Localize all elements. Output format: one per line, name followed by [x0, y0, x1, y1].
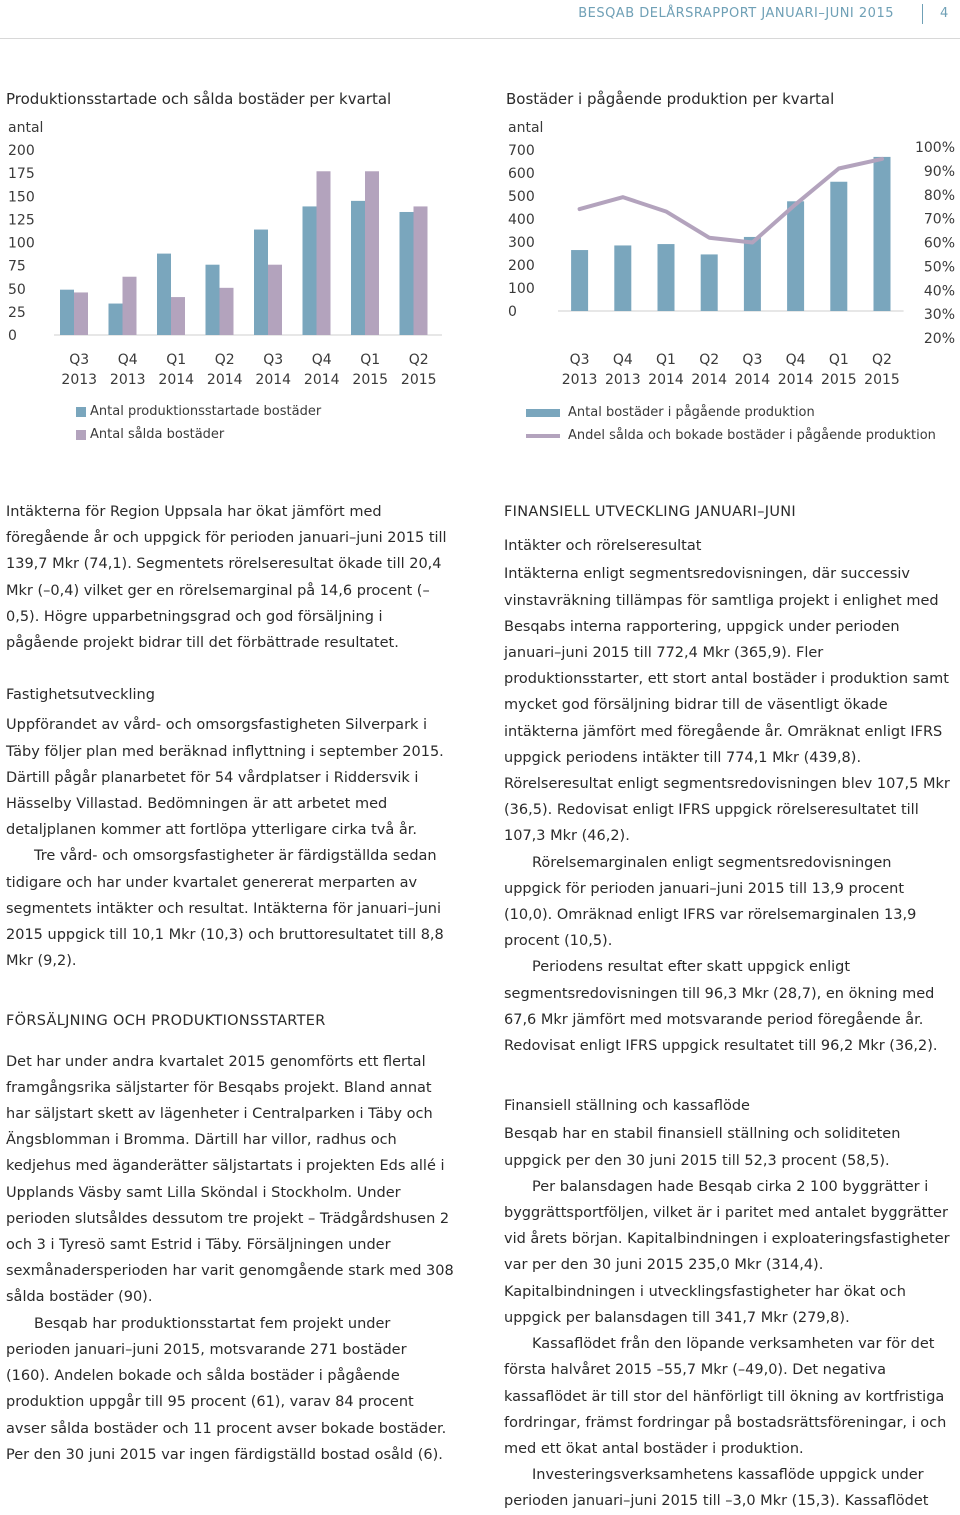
- chart1-ytick-label: 175: [8, 166, 35, 183]
- legend-label-sold: Antal sålda bostäder: [90, 427, 225, 442]
- legend-swatch-started: [76, 407, 86, 417]
- chart2-bar-production: [701, 254, 718, 311]
- fastighet-paragraph-1: Uppförandet av vård- och omsorgsfastigheten Silverpark i Täby följer plan med beräknad inflyttning i september 2015. Därtill pågår planarbetet för 54 vårdplatser i Riddersvik i Hässelby Villastad. Bedömningen är att arbetet med detaljplanen kommer att fortlöpa ytterligare cirka två år.: [6, 717, 444, 839]
- stallning-paragraph-1: Besqab har en stabil finansiell ställning och soliditeten uppgick per den 30 juni 2015 till 52,3 procent (58,5).: [504, 1126, 901, 1169]
- chart2-bar-production: [744, 237, 761, 311]
- forsaljning-heading: FÖRSÄLJNING OCH PRODUKTIONSSTARTER: [6, 1013, 326, 1030]
- chart2-y2tick-label: 40%: [923, 283, 955, 300]
- chart2-ytick-label: 200: [508, 258, 535, 274]
- chart1-ytick-label: 25: [8, 304, 26, 321]
- chart2-xtick-quarter: Q2: [872, 352, 892, 368]
- chart2-xtick-year: 2014: [734, 372, 771, 388]
- chart1-ytick-label: 100: [8, 235, 35, 252]
- chart2-y2tick-label: 70%: [923, 211, 955, 228]
- chart1-svg: [0, 112, 450, 394]
- chart1-xtick-year: 2015: [352, 372, 389, 388]
- chart1-bar-started: [303, 206, 317, 335]
- forsaljning-paragraph-1: Det har under andra kvartalet 2015 genomförts ett flertal framgångsrika säljstarter för Besqabs projekt. Bland annat har säljstart skett av lägenheter i Centralparken i Täby och Ängsblomman i Bromma. Därtill har villor, radhus och kedjehus med äganderätter säljstartats i projekten Eds allé i Upplands Väsby samt Lilla Sköndal i Stockholm. Under perioden slutsåldes dessutom tre projekt – Trädgårdshusen 2 och 3 i Tyresö samt Estrid i Täby. Försäljningen under sexmånadersperioden har varit genomgående stark med 308 sålda bostäder (90).: [6, 1053, 454, 1306]
- chart1-xtick-quarter: Q2: [408, 352, 429, 368]
- finansiell-utveckling-heading: FINANSIELL UTVECKLING JANUARI–JUNI: [504, 504, 797, 520]
- chart2-ytick-label: 700: [508, 143, 535, 159]
- chart1-xtick-year: 2015: [400, 372, 437, 388]
- chart1-area: [0, 112, 450, 394]
- chart1-bar-sold: [220, 288, 234, 335]
- chart1-xtick-quarter: Q2: [214, 352, 235, 368]
- chart2-y2tick-label: 20%: [923, 331, 955, 347]
- chart1-legend-item-2: [76, 427, 224, 442]
- chart2-xtick-year: 2014: [648, 372, 684, 388]
- intakter-paragraph-1: Intäkterna enligt segmentsredovisningen, där successiv vinstavräkning tillämpas för samtliga projekt i enlighet med Besqabs interna rapportering, uppgick under perioden januari–juni 2015 till 772,4 Mkr (365,9). Fler produktionsstarter, ett stort antal bostäder i produktion samt mycket god försäljning bidrar till de väsentligt ökade intäkterna jämfört med föregående år. Omräknat enligt IFRS uppgick periodens intäkter till 774,1 Mkr (439,8). Rörelseresultat enligt segmentsredovisningen blev 107,5 Mkr (36,5). Redovisat enligt IFRS uppgick rörelseresultatet till 107,3 Mkr (46,2).: [504, 566, 950, 845]
- chart2-legend-item-2: [526, 428, 936, 443]
- chart1-bar-sold: [414, 206, 428, 335]
- chart1-bar-started: [254, 230, 268, 335]
- fastighet-paragraph-2: Tre vård- och omsorgsfastigheter är färdigställda sedan tidigare och har under kvartalet genererat merparten av segmentets intäkter och resultat. Intäkterna för januari–juni 2015 uppgick till 10,1 Mkr (10,3) och bruttoresultatet till 8,8 Mkr (9,2).: [6, 848, 444, 970]
- chart1-xtick-quarter: Q1: [166, 352, 187, 368]
- chart1-xtick-year: 2014: [255, 372, 292, 388]
- chart1-ytick-label: 200: [8, 143, 35, 159]
- legend-swatch-production: [526, 409, 560, 417]
- chart2-y2tick-label: 80%: [923, 187, 955, 204]
- finansiell-stallning-heading: Finansiell ställning och kassaflöde: [504, 1098, 750, 1115]
- intakter-heading: Intäkter och rörelseresultat: [504, 538, 702, 555]
- legend-swatch-sold: [76, 430, 86, 440]
- chart2-xtick-year: 2015: [820, 372, 857, 388]
- chart1-bar-sold: [123, 277, 137, 335]
- chart2-ytick-label: 0: [508, 304, 517, 320]
- chart1-bar-started: [157, 254, 171, 335]
- chart2-ylabel: antal: [508, 120, 544, 136]
- header-rule: [0, 38, 960, 39]
- stallning-paragraph-3: Kassaflödet från den löpande verksamheten var för det första halvåret 2015 –55,7 Mkr (–49,0). Det negativa kassaflödet är till stor del hänförligt till ökning av kortfristiga fordringar, främst fordringar på bostadsrättsföreningar, i och med ett ökat antal bostäder i produktion.: [504, 1336, 947, 1457]
- chart2-bar-production: [658, 244, 675, 311]
- chart2-xtick-year: 2013: [604, 372, 641, 388]
- chart1-bar-sold: [74, 292, 88, 335]
- chart1-bar-sold: [171, 297, 185, 335]
- chart2-xtick-quarter: Q1: [656, 352, 676, 368]
- left-column: [6, 499, 454, 1468]
- chart1-bar-started: [351, 201, 365, 335]
- chart1-bar-sold: [365, 171, 379, 335]
- chart1-ylabel: antal: [8, 120, 44, 136]
- legend-label-started: Antal produktionsstartade bostäder: [90, 404, 322, 419]
- chart1-ytick-label: 50: [8, 281, 26, 298]
- chart2-y2tick-label: 100%: [914, 140, 955, 156]
- chart1-ytick-label: 0: [8, 328, 17, 344]
- chart2-line-point: [881, 157, 884, 160]
- chart2-area: [500, 112, 960, 394]
- chart2-line-point: [794, 203, 797, 206]
- right-column: [504, 499, 952, 1515]
- chart1-xtick-quarter: Q1: [360, 352, 381, 368]
- forsaljning-paragraph-2: Besqab har produktionsstartat fem projekt under perioden januari–juni 2015, motsvarande 271 bostäder (160). Andelen bokade och sålda bostäder i pågående produktion uppgår till 95 procent (61), varav 84 procent avser sålda bostäder och 11 procent avser bokade bostäder. Per den 30 juni 2015 var ingen färdigställd bostad osåld (6).: [6, 1315, 447, 1463]
- chart1-bar-started: [60, 290, 74, 335]
- chart2-ytick-label: 500: [508, 189, 535, 205]
- chart1-ytick-label: 75: [8, 258, 26, 275]
- chart1-xtick-quarter: Q4: [311, 352, 332, 368]
- chart2-bar-production: [830, 182, 847, 311]
- chart1-xtick-quarter: Q3: [69, 352, 90, 368]
- stallning-paragraph-4: Investeringsverksamhetens kassaflöde uppgick under perioden januari–juni 2015 till –3,0 Mkr (15,3). Kassaflödet: [504, 1467, 929, 1510]
- chart2-y2tick-label: 50%: [923, 259, 955, 276]
- chart2-ytick-label: 300: [508, 235, 535, 251]
- chart2-xtick-year: 2015: [864, 372, 900, 388]
- chart1-ytick-label: 125: [8, 212, 35, 229]
- chart2-line-point: [751, 241, 754, 244]
- chart2-ytick-label: 600: [508, 166, 535, 182]
- chart2-xtick-quarter: Q3: [742, 352, 763, 368]
- page-number: 4: [940, 6, 949, 21]
- chart2-xtick-quarter: Q2: [699, 352, 720, 368]
- chart2-ytick-label: 100: [508, 281, 535, 297]
- chart2-y2tick-label: 60%: [923, 235, 955, 252]
- chart2-legend-item-1: [526, 405, 815, 420]
- chart1-xtick-year: 2014: [158, 372, 195, 388]
- chart2-line-point: [708, 236, 711, 239]
- chart2-y2tick-label: 30%: [923, 307, 955, 324]
- chart2-xtick-year: 2013: [561, 372, 598, 388]
- chart2-bar-production: [874, 157, 891, 311]
- chart1-xtick-year: 2014: [303, 372, 340, 388]
- chart1-xtick-year: 2014: [206, 372, 243, 388]
- chart2-xtick-quarter: Q4: [785, 352, 806, 368]
- chart1-bar-sold: [317, 171, 331, 335]
- intakter-paragraph-3: Periodens resultat efter skatt uppgick enligt segmentsredovisningen till 96,3 Mkr (28,7), en ökning med 67,6 Mkr jämfört med motsvarande period föregående år. Redovisat enligt IFRS uppgick resultatet till 96,2 Mkr (36,2).: [504, 959, 938, 1055]
- chart2-xtick-quarter: Q4: [612, 352, 633, 368]
- chart2-bar-production: [787, 201, 804, 311]
- intakter-paragraph-2: Rörelsemarginalen enligt segmentsredovisningen uppgick för perioden januari–juni 2015 till 13,9 procent (10,0). Omräknad enligt IFRS var rörelsemarginalen 13,9 procent (10,5).: [504, 854, 917, 950]
- legend-swatch-share: [526, 434, 560, 438]
- chart1-bar-started: [400, 212, 414, 335]
- chart2-xtick-quarter: Q3: [569, 352, 590, 368]
- chart2-bar-production: [614, 245, 631, 311]
- chart2-y2tick-label: 90%: [923, 163, 955, 180]
- chart1-bar-sold: [268, 265, 282, 335]
- chart1-bar-started: [109, 304, 123, 335]
- chart1-xtick-year: 2013: [61, 372, 98, 388]
- legend-label-share: Andel sålda och bokade bostäder i pågående produktion: [568, 428, 936, 443]
- chart1-legend-item-1: [76, 404, 321, 419]
- chart2-line-point: [837, 167, 840, 170]
- chart1-title: Produktionsstartade och sålda bostäder per kvartal: [6, 90, 392, 108]
- chart2-title: Bostäder i pågående produktion per kvartal: [506, 90, 835, 108]
- report-header-title: BESQAB DELÅRSRAPPORT JANUARI–JUNI 2015: [578, 6, 894, 21]
- chart2-line-point: [578, 208, 581, 211]
- chart1-ytick-label: 150: [8, 189, 35, 206]
- chart2-ytick-label: 400: [508, 212, 535, 228]
- fastighetsutveckling-heading: Fastighetsutveckling: [6, 687, 155, 704]
- chart1-xtick-quarter: Q4: [117, 352, 138, 368]
- region-uppsala-paragraph: Intäkterna för Region Uppsala har ökat jämfört med föregående år och uppgick för perioden januari–juni 2015 till 139,7 Mkr (74,1). Segmentets rörelseresultat ökade till 20,4 Mkr (–0,4) vilket ger en rörelsemarginal på 14,6 procent (–0,5). Högre upparbetningsgrad och god försäljning i pågående projekt bidrar till det förbättrade resultatet.: [6, 504, 447, 652]
- chart2-bar-production: [571, 250, 588, 311]
- header-divider: [922, 4, 923, 24]
- chart1-xtick-quarter: Q3: [263, 352, 284, 368]
- chart2-xtick-year: 2014: [691, 372, 728, 388]
- stallning-paragraph-2: Per balansdagen hade Besqab cirka 2 100 byggrätter i byggrättsportföljen, vilket är i paritet med antalet byggrätter vid årets början. Kapitalbindningen i exploateringsfastigheter var per den 30 juni 2015 235,0 Mkr (314,4). Kapitalbindningen i utvecklingsfastigheter har ökat och uppgick per balansdagen till 341,7 Mkr (279,8).: [504, 1178, 950, 1326]
- chart1-bar-started: [206, 265, 220, 335]
- chart2-line-point: [621, 196, 624, 199]
- chart1-xtick-year: 2013: [109, 372, 146, 388]
- chart2-xtick-quarter: Q1: [828, 352, 849, 368]
- chart2-svg: [500, 112, 960, 394]
- chart2-xtick-year: 2014: [777, 372, 814, 388]
- legend-label-production: Antal bostäder i pågående produktion: [568, 405, 815, 420]
- chart2-line-point: [665, 210, 668, 213]
